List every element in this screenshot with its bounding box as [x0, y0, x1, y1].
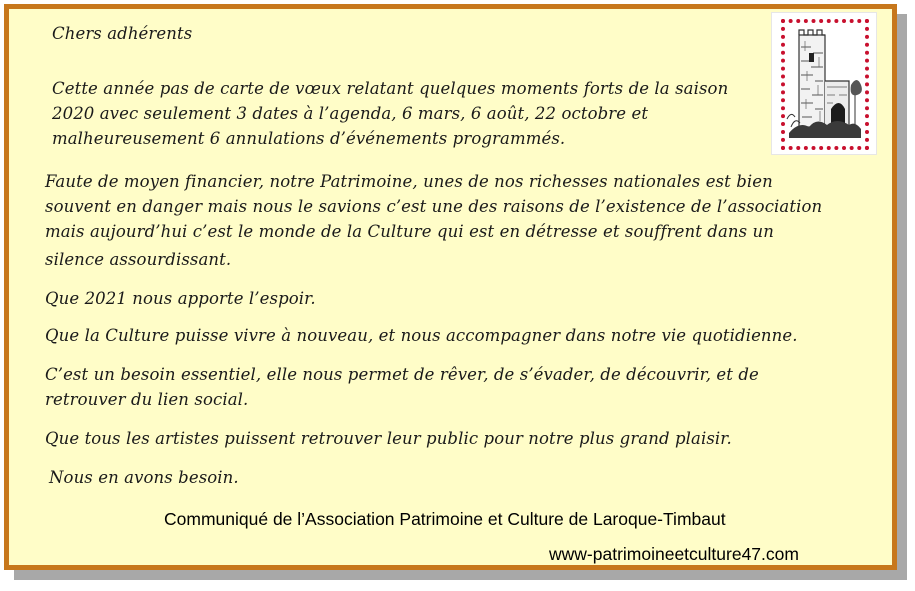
stamp-frame: [781, 19, 869, 150]
paragraph1-line-3: mais aujourd’hui c’est le monde de la Culture qui est en détresse et souffrent dans un: [45, 222, 774, 241]
website-link[interactable]: www-patrimoineetculture47.com: [549, 544, 799, 564]
paragraph2-line-1: C’est un besoin essentiel, elle nous permet de rêver, de s’évader, de découvrir, et de: [45, 365, 759, 384]
stamp: [771, 12, 877, 155]
paragraph1-line-2: souvent en danger mais nous le savions c’est une des raisons de l’existence de l’association: [45, 197, 823, 216]
line-culture: Que la Culture puisse vivre à nouveau, et nous accompagner dans notre vie quotidienne.: [45, 326, 798, 345]
intro-line-2: 2020 avec seulement 3 dates à l’agenda, 6 mars, 6 août, 22 octobre et: [52, 104, 649, 123]
paragraph1-line-1: Faute de moyen financier, notre Patrimoine, unes de nos richesses nationales est bien: [45, 172, 773, 191]
line-hope: Que 2021 nous apporte l’espoir.: [45, 289, 316, 308]
intro-line-1: Cette année pas de carte de vœux relatant quelques moments forts de la saison: [52, 79, 729, 98]
paragraph2-line-2: retrouver du lien social.: [45, 390, 249, 409]
communique-signature: Communiqué de l’Association Patrimoine et Culture de Laroque-Timbaut: [164, 509, 726, 529]
greeting: Chers adhérents: [52, 24, 193, 43]
intro-line-3: malheureusement 6 annulations d’événements programmés.: [52, 129, 566, 148]
line-need: Nous en avons besoin.: [49, 468, 239, 487]
paragraph1-line-4: silence assourdissant.: [45, 250, 232, 269]
line-artists: Que tous les artistes puissent retrouver leur public pour notre plus grand plaisir.: [45, 429, 732, 448]
tower-drawing-icon: [785, 23, 865, 146]
